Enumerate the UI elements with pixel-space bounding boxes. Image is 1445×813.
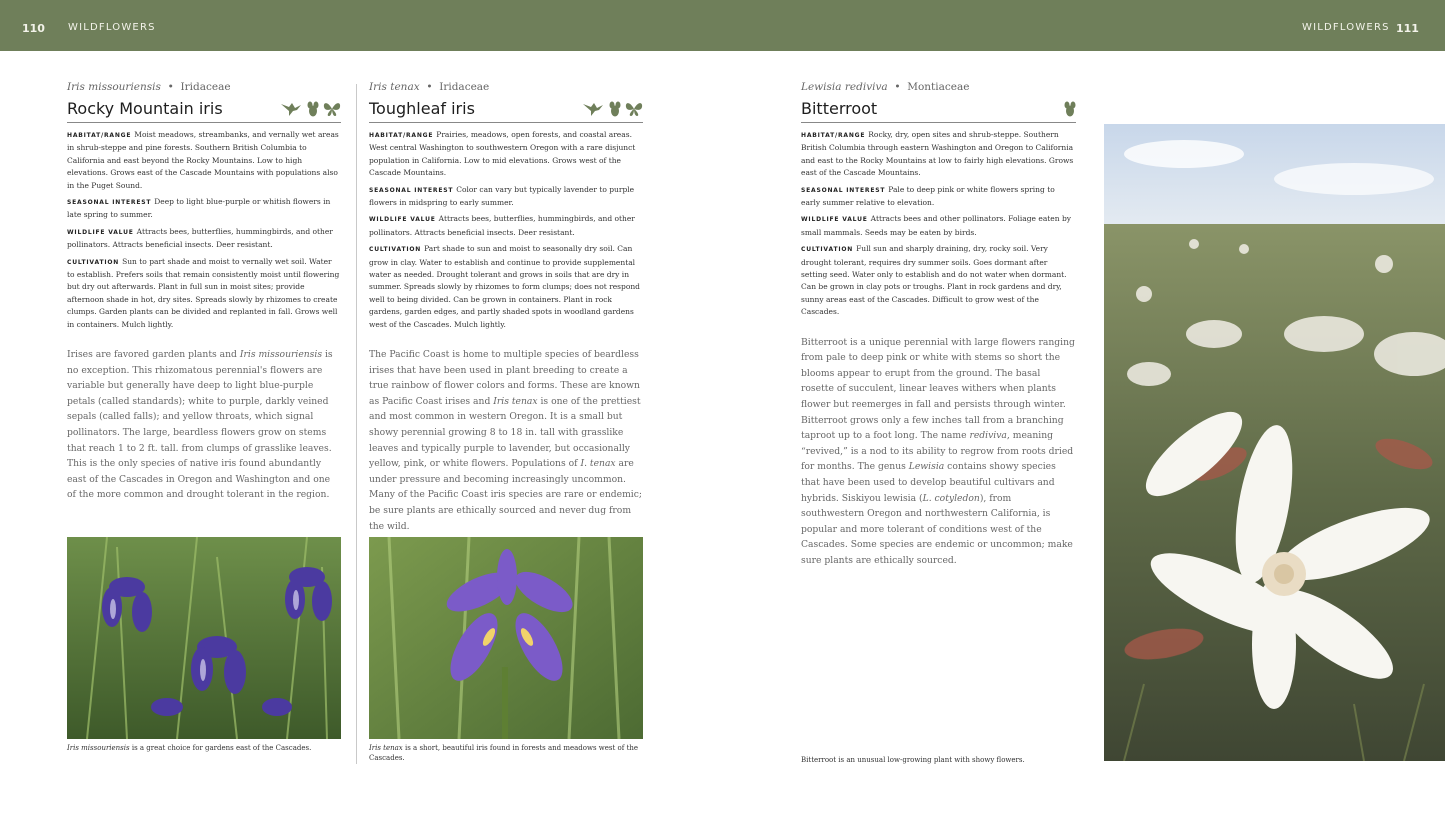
butterfly-icon [625,101,643,117]
title-rule [369,122,643,123]
italic-run: L. cotyledon [922,492,980,504]
wildlife-value: WILDLIFE VALUE Attracts bees and other pollinators. Foliage eaten by small mammals. Seeds may be eaten by birds. [801,214,1071,237]
wildlife-icons [583,101,643,117]
habitat-range: HABITAT/RANGE Prairies, meadows, open forests, and coastal areas. West central Washington to southwestern Oregon with a rare disjunct population in California. Low to mid elevations. Grows west of the Cascade Mountains. [369,130,636,178]
title-rule [67,122,341,123]
latin-name: Iris missouriensis [67,81,161,93]
entry-toughleaf-iris [369,80,643,534]
left-running-head: WILDFLOWERS [68,22,156,33]
family-name: Iridaceae [439,81,490,93]
common-name: Bitterroot [801,99,878,118]
seasonal-interest: SEASONAL INTEREST Color can vary but typically lavender to purple flowers in midspring to early summer. [369,184,635,208]
cultivation: CULTIVATION Full sun and sharply draining, dry, rocky soil. Very drought tolerant, requires dry summer soils. Goes dormant after setting seed. Water only to establish and do not water when dormant. Can be grown in clay pots or troughs. Plant in rock gardens and dry, sunny areas east of the Cascades. Difficult to grow west of the Cascades. [801,244,1067,317]
left-page-number: 110 [22,22,45,35]
italic-run: Iris missouriensis [239,349,323,361]
bitterroot-photo [1104,124,1445,761]
text-run: is no exception. This rhizomatous perennial's flowers are variable but generally have deep to light blue-purple petals (called standards); white to purple, darkly veined sepals (called falls); and yellow throats, which signal pollinators. The large, beardless flowers grow on stems that reach 1 to 2 ft. tall. from clumps of grasslike leaves. This is the only species of native iris found abundantly east of the Cascades in Oregon and Washington and one of the more common and drought tolerant in the region. [67,349,333,501]
text-run: is a great choice for gardens east of the Cascades. [129,744,312,752]
common-name: Toughleaf iris [369,99,475,118]
column-divider [356,84,357,764]
right-page-number: 111 [1396,22,1419,35]
rocky-mountain-iris-photo [67,537,341,739]
habitat-range: HABITAT/RANGE Rocky, dry, open sites and shrub-steppe. Southern British Columbia through eastern Washington and Oregon to California and east to the Rocky Mountains at low to fairly high elevations. Grows east of the Cascade Mountains. [801,130,1074,178]
italic-run: rediviva [969,430,1007,442]
italic-run: Iris tenax [493,395,538,407]
text-run: ), from southwestern Oregon and northwestern California, is popular and more tolerant of conditions west of the Cascades. Some species are endemic or uncommon; make sure plants are ethically sourced. [801,492,1073,566]
cultivation: CULTIVATION Sun to part shade and moist to vernally wet soil. Water to establish. Prefers soils that remain consistently moist until flowering but dry out afterwards. Plant in full sun in moist sites; provide afternoon shade in hot, dry sites. Spreads slowly by rhizomes to create clumps. Garden plants can be divided and replanted in fall. Grows well in containers. Mulch lightly. [67,256,340,329]
latin-name: Lewisia rediviva [801,81,888,93]
wildlife-icons [281,101,341,117]
entry-rocky-mountain-iris [67,80,341,503]
common-name-heading [67,98,341,120]
latin-name: Iris tenax [369,81,420,93]
toughleaf-iris-photo [369,537,643,739]
wildlife-value: WILDLIFE VALUE Attracts bees, butterflies, hummingbirds, and other pollinators. Attracts beneficial insects. Deer resistant. [67,226,333,250]
text-run: Irises are favored garden plants and [67,349,240,361]
right-running-head: WILDFLOWERS [1302,22,1390,33]
bitterroot-caption [801,755,1081,765]
text-run: , meaning “revived,” is a nod to its ability to regrow from roots dried for months. The genus [801,430,1074,473]
entry-bitterroot [801,80,1076,569]
latin-name-line: Iris missouriensis • Iridaceae [67,81,231,93]
seasonal-interest: SEASONAL INTEREST Pale to deep pink or white flowers spring to early summer relative to elevation. [801,184,1055,208]
common-name-heading [369,98,643,120]
italic-run: Lewisia [908,461,945,473]
page-header [0,0,1445,51]
italic-run: Iris tenax [369,744,403,752]
common-name: Rocky Mountain iris [67,99,223,118]
common-name-heading [801,98,1076,120]
italic-run: Iris missouriensis [67,744,130,752]
hummingbird-icon [281,101,303,117]
text-run: contains showy species that have been used to develop beautiful cultivars and hybrids. Siskiyou lewisia ( [801,461,1056,504]
seasonal-interest: SEASONAL INTEREST Deep to light blue-purple or whitish flowers in late spring to summer. [67,197,331,220]
habitat-range: HABITAT/RANGE Moist meadows, streambanks, and vernally wet areas in shrub-steppe and pine forests. Southern British Columbia to California and east beyond the Rocky Mountains. Low to high elevations. Grows east of the Cascade Mountains with populations also in the Puget Sound. [67,130,339,190]
text-run: The Pacific Coast is home to multiple species of beardless irises that have been used in plant breeding to create a true rainbow of flower colors and forms. These are known as Pacific Coast irises and [369,349,640,407]
description [801,335,1076,569]
italic-run: I. tenax [580,458,616,470]
latin-name-line: Iris tenax • Iridaceae [369,81,490,93]
wildlife-value: WILDLIFE VALUE Attracts bees, butterflies, hummingbirds, and other pollinators. Attracts beneficial insects. Deer resistant. [369,214,635,237]
text-run: Bitterroot is a unique perennial with large flowers ranging from pale to deep pink or white with stems so short the blooms appear to erupt from the ground. The basal rosette of succulent, linear leaves withers when plants flower but reemerges in fall and persists through winter. Bitterroot grows only a few inches tall from a branching taproot up to a foot long. The name [801,336,1075,442]
bee-icon [609,101,621,117]
text-run: Bitterroot is an unusual low-growing plant with showy flowers. [801,756,1025,764]
rocky-mountain-iris-caption [67,743,341,753]
description [369,347,643,534]
butterfly-icon [323,101,341,117]
bee-icon [1064,101,1076,117]
latin-name-line: Lewisia rediviva • Montiaceae [801,81,970,93]
family-name: Iridaceae [180,81,231,93]
text-run: is a short, beautiful iris found in forests and meadows west of the Cascades. [369,744,639,762]
hummingbird-icon [583,101,605,117]
cultivation: CULTIVATION Part shade to sun and moist to seasonally dry soil. Can grow in clay. Water to establish and continue to provide supplemental water as needed. Drought tolerant and grows in soils that are dry in summer. Spreads slowly by rhizomes to form clumps; does not respond well to being divided. Can be grown in containers. Plant in rock gardens, garden edges, and partly shaded spots in woodland gardens west of the Cascades. Mulch lightly. [369,244,640,329]
description [67,347,341,503]
family-name: Montiaceae [907,81,970,93]
bee-icon [307,101,319,117]
text-run: are under pressure and becoming increasingly uncommon. Many of the Pacific Coast iris species are rare or endemic; be sure plants are ethically sourced and never dug from the wild. [369,458,642,532]
toughleaf-iris-caption [369,743,643,763]
wildlife-icons [1064,101,1076,117]
title-rule [801,122,1076,123]
text-run: is one of the prettiest and most common in western Oregon. It is a small but showy perennial growing 8 to 18 in. tall with grasslike leaves and typically purple to lavender, but occasionally yellow, pink, or white flowers. Populations of [369,395,641,470]
